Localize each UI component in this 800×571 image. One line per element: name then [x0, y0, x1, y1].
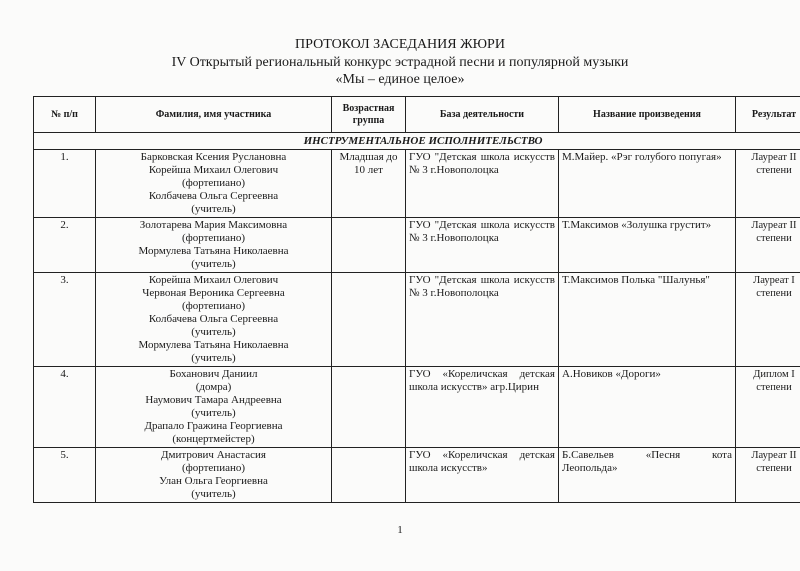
- participant-line: Мормулева Татьяна Николаевна: [138, 245, 289, 257]
- column-header-age-group: Возрастная группа: [332, 97, 406, 133]
- piece-cell: Т.Максимов Полька "Шалунья": [559, 273, 736, 367]
- age-group-cell: [332, 448, 406, 503]
- column-header-piece: Название произведения: [559, 97, 736, 133]
- piece-cell: Т.Максимов «Золушка грустит»: [559, 218, 736, 273]
- result-cell: Лауреат II степени: [736, 448, 800, 503]
- contest-subtitle: IV Открытый региональный конкурс эстрадной песни и популярной музыки: [171, 55, 629, 70]
- table-row: [34, 150, 800, 218]
- participant-line: Колбачева Ольга Сергеевна: [148, 313, 279, 325]
- row-number: 3.: [34, 273, 96, 367]
- section-row: [34, 133, 800, 150]
- row-number: 4.: [34, 367, 96, 448]
- result-cell: Диплом I степени: [736, 367, 800, 448]
- participant-line: (учитель): [191, 488, 236, 500]
- section-title: ИНСТРУМЕНТАЛЬНОЕ ИСПОЛНИТЕЛЬСТВО: [34, 133, 800, 150]
- participant-line: (учитель): [191, 258, 236, 270]
- participant-line: (фортепиано): [181, 232, 246, 244]
- piece-cell: А.Новиков «Дороги»: [559, 367, 736, 448]
- participant-line: Улан Ольга Георгиевна: [159, 475, 268, 487]
- base-cell: ГУО «Кореличская детская школа искусств» агр.Цирин: [406, 367, 559, 448]
- participant-line: (учитель): [191, 352, 236, 364]
- participant-cell: [96, 273, 332, 367]
- protocol-title: ПРОТОКОЛ ЗАСЕДАНИЯ ЖЮРИ: [295, 37, 505, 52]
- participant-line: Драпало Гражина Георгиевна: [144, 420, 283, 432]
- table-row: [34, 367, 800, 448]
- age-group-cell: [332, 218, 406, 273]
- participant-cell: [96, 150, 332, 218]
- participant-line: (концертмейстер): [172, 433, 255, 445]
- age-group-cell: [332, 367, 406, 448]
- column-header-participant: Фамилия, имя участника: [96, 97, 332, 133]
- table-row: [34, 218, 800, 273]
- participant-line: (учитель): [191, 203, 236, 215]
- column-header-number: № п/п: [34, 97, 96, 133]
- participant-line: Корейша Михаил Олегович: [148, 274, 279, 286]
- base-cell: ГУО "Детская школа искусств № 3 г.Новополоцка: [406, 150, 559, 218]
- participant-line: Наумович Тамара Андреевна: [145, 394, 282, 406]
- piece-cell: Б.Савельев «Песня кота Леопольда»: [559, 448, 736, 503]
- table-row: [34, 448, 800, 503]
- participant-line: (фортепиано): [181, 462, 246, 474]
- participant-line: (фортепиано): [181, 300, 246, 312]
- participant-cell: [96, 448, 332, 503]
- results-table: [33, 96, 800, 503]
- column-header-base: База деятельности: [406, 97, 559, 133]
- row-number: 5.: [34, 448, 96, 503]
- participant-cell: [96, 367, 332, 448]
- participant-line: Червоная Вероника Сергеевна: [142, 287, 285, 299]
- participant-line: (фортепиано): [181, 177, 246, 189]
- contest-motto: «Мы – единое целое»: [335, 72, 465, 87]
- table-header-row: [34, 97, 800, 133]
- participant-line: Золотарева Мария Максимовна: [139, 219, 288, 231]
- result-cell: Лауреат II степени: [736, 150, 800, 218]
- result-cell: Лауреат I степени: [736, 273, 800, 367]
- participant-line: (учитель): [191, 326, 236, 338]
- base-cell: ГУО "Детская школа искусств № 3 г.Новополоцка: [406, 218, 559, 273]
- row-number: 1.: [34, 150, 96, 218]
- page-number: 1: [397, 524, 403, 536]
- participant-line: (учитель): [191, 407, 236, 419]
- result-cell: Лауреат II степени: [736, 218, 800, 273]
- age-group-cell: [332, 273, 406, 367]
- participant-line: Корейша Михаил Олегович: [148, 164, 279, 176]
- table-row: [34, 273, 800, 367]
- participant-cell: [96, 218, 332, 273]
- base-cell: ГУО "Детская школа искусств № 3 г.Новополоцка: [406, 273, 559, 367]
- participant-line: Дмитрович Анастасия: [161, 449, 266, 461]
- participant-line: (домра): [195, 381, 232, 393]
- age-group-cell: Младшая до 10 лет: [332, 150, 406, 218]
- participant-line: Боханович Даниил: [169, 368, 258, 380]
- piece-cell: М.Майер. «Рэг голубого попугая»: [559, 150, 736, 218]
- base-cell: ГУО «Кореличская детская школа искусств»: [406, 448, 559, 503]
- participant-line: Колбачева Ольга Сергеевна: [148, 190, 279, 202]
- row-number: 2.: [34, 218, 96, 273]
- participant-line: Барковская Ксения Руслановна: [140, 151, 287, 163]
- column-header-result: Результат: [736, 97, 800, 133]
- participant-line: Мормулева Татьяна Николаевна: [138, 339, 289, 351]
